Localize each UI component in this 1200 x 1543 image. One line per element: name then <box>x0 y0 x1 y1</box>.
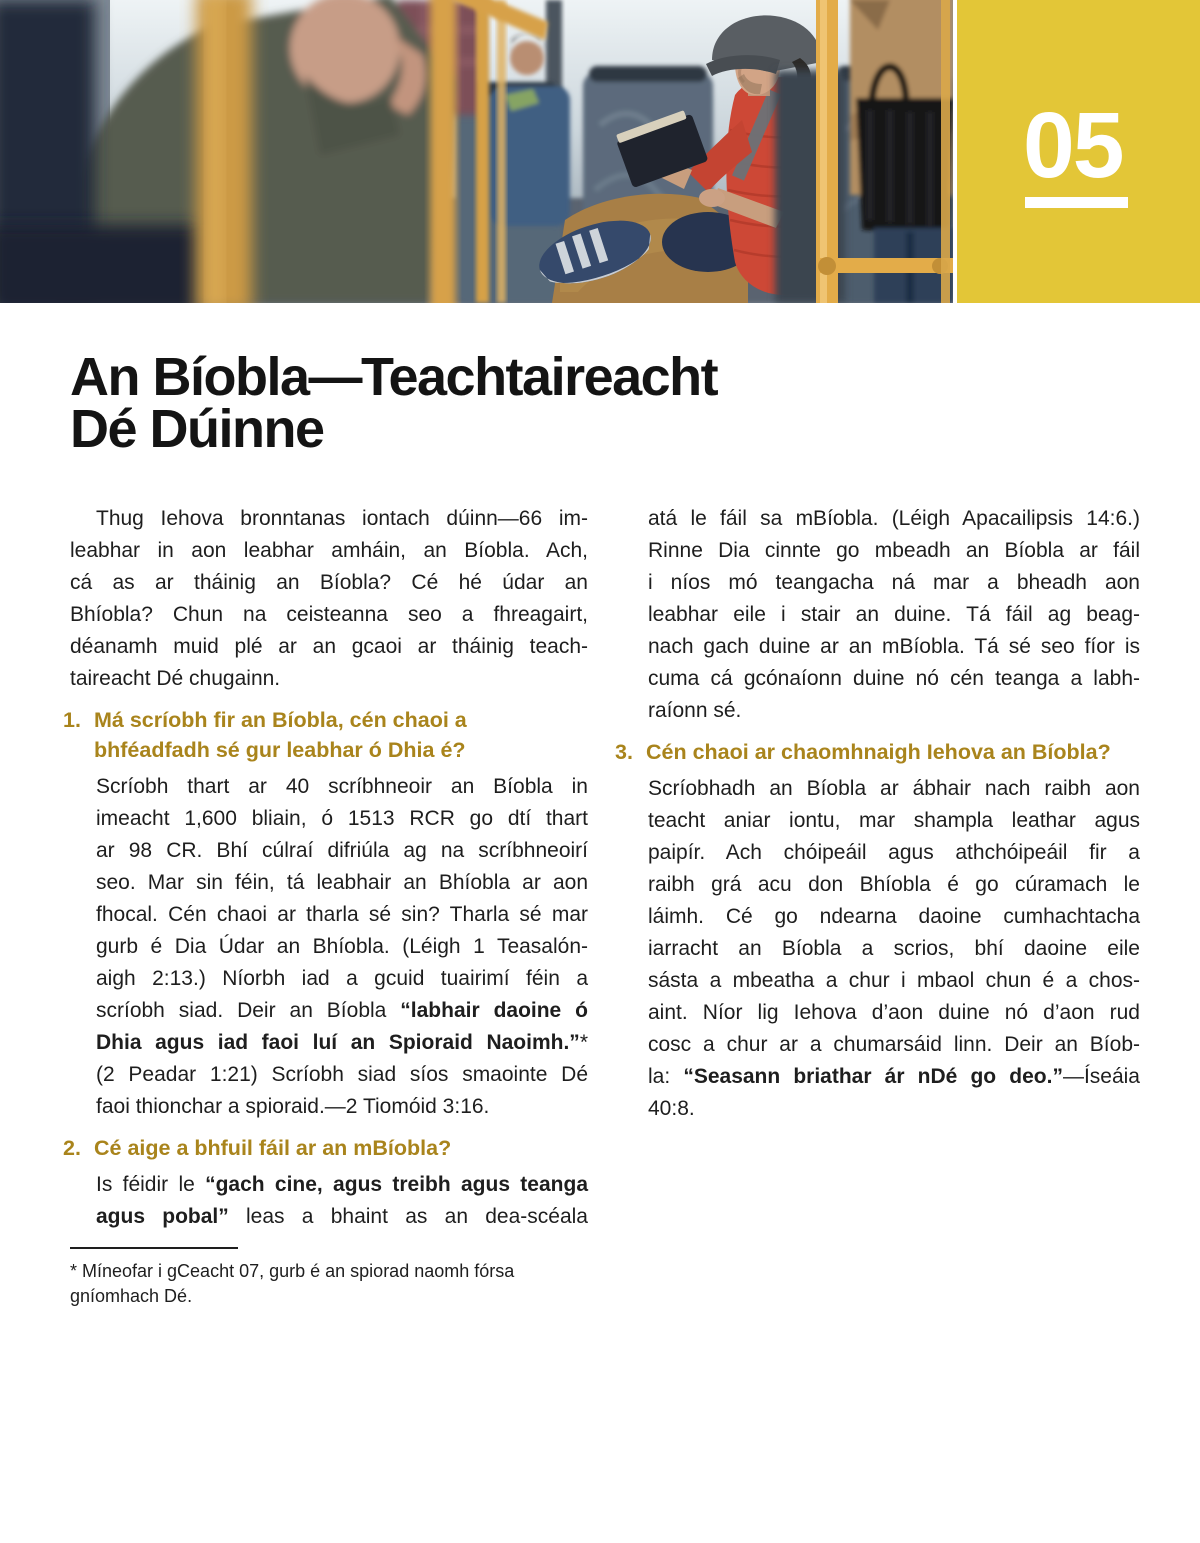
text-line: Rinne Dia cinnte go mbeadh an Bíobla ar fáil <box>648 539 1140 562</box>
text-line: leabhar eile i stair an duine. Tá fáil ag beag- <box>648 603 1140 626</box>
text-line: (2 Peadar 1:21) Scríobh siad síos smaointe Dé <box>96 1063 588 1086</box>
text-line: leabhar in aon leabhar amháin, an Bíobla. Ach, <box>70 539 588 562</box>
page-title <box>70 347 718 459</box>
hero-photo <box>0 0 953 303</box>
text-line: 40:8. <box>648 1097 695 1120</box>
text-line: raibh grá acu don Bhíobla é go cúramach le <box>648 873 1140 896</box>
text-line: láimh. Cé go ndearna daoine cumhachtacha <box>648 905 1140 928</box>
text-line: déanamh muid plé ar an gcaoi ar tháinig teach- <box>70 635 588 658</box>
question-text: Cén chaoi ar chaomhnaigh Iehova an Bíobla? <box>646 740 1111 764</box>
text-line: agus pobal” leas a bhaint as an dea-scéala <box>96 1205 588 1228</box>
text-line: fhocal. Cén chaoi ar tharla sé sin? Tharla sé mar <box>96 903 588 926</box>
text-line: Bhíobla? Chun na ceisteanna seo a fhreagairt, <box>70 603 588 626</box>
question-heading <box>615 737 1140 767</box>
question-text: Cé aige a bhfuil fáil ar an mBíobla? <box>94 1136 452 1160</box>
text-line: Dhia agus iad faoi luí an Spioraid Naoimh.”* <box>96 1031 588 1054</box>
text-line: nach gach duine ar an mBíobla. Tá sé seo fíor is <box>648 635 1140 658</box>
paragraph <box>96 771 588 1123</box>
text-line: Scríobhadh an Bíobla ar ábhair nach raibh aon <box>648 777 1140 800</box>
footnote-line: gníomhach Dé. <box>70 1286 193 1306</box>
question-number: 2. <box>63 1136 81 1160</box>
text-line: i níos mó teangacha ná mar a bheadh aon <box>648 571 1140 594</box>
question-number: 3. <box>615 740 633 764</box>
question-heading <box>63 705 588 765</box>
text-line: aint. Níor lig Iehova d’aon duine nó d’aon rud <box>648 1001 1140 1024</box>
text-line: taireacht Dé chugainn. <box>70 667 281 690</box>
paragraph <box>648 773 1140 1125</box>
text-line: scríobh siad. Deir an Bíobla “labhair daoine ó <box>96 999 588 1022</box>
text-line: faoi thionchar a spioraid.—2 Tiomóid 3:16. <box>96 1095 490 1118</box>
text-line: sásta a mbeatha a chur i mbaol chun é a chos- <box>648 969 1140 992</box>
text-line: teacht aniar iontu, mar shampla leathar agus <box>648 809 1140 832</box>
paragraph <box>70 503 588 695</box>
text-line: la: “Seasann briathar ár nDé go deo.”—Íseáia <box>648 1065 1140 1088</box>
text-line: imeacht 1,600 bliain, ó 1513 RCR go dtí thart <box>96 807 588 830</box>
left-column <box>63 503 588 1309</box>
text-line: raíonn sé. <box>648 699 742 722</box>
text-line: atá le fáil sa mBíobla. (Léigh Apacailipsis 14:6.) <box>648 507 1140 530</box>
text-line: Thug Iehova bronntanas iontach dúinn—66 im- <box>96 507 588 530</box>
text-line: gurb é Dia Údar an Bhíobla. (Léigh 1 Teasalón- <box>96 935 588 958</box>
text-line: cuma cá gcónaíonn duine nó cén teanga a labh- <box>648 667 1140 690</box>
chapter-number: 05 <box>1023 93 1123 197</box>
chapter-number-underline <box>1025 197 1128 208</box>
right-column <box>615 503 1140 1309</box>
question-heading <box>63 1133 588 1163</box>
text-line: seo. Mar sin féin, tá leabhair an Bhíobla ar aon <box>96 871 588 894</box>
text-line: cosc a chur ar a chumarsáid linn. Deir an Bíob- <box>648 1033 1140 1056</box>
text-line: ar 98 CR. Bhí cúlraí difriúla ag na scríbhneoirí <box>96 839 588 862</box>
question-number: 1. <box>63 708 81 732</box>
text-line: cá as ar tháinig an Bíobla? Cé hé údar an <box>70 571 588 594</box>
question-text: Má scríobh fir an Bíobla, cén chaoi a bhféadfadh sé gur leabhar ó Dhia é? <box>94 708 467 762</box>
footnote <box>70 1259 588 1309</box>
footnote-separator <box>70 1247 238 1249</box>
footnote-block <box>70 1247 588 1309</box>
text-line: iarracht an Bíobla a scrios, bhí daoine eile <box>648 937 1140 960</box>
footnote-line: * Míneofar i gCeacht 07, gurb é an spiorad naomh fórsa <box>70 1261 515 1281</box>
text-line: Scríobh thart ar 40 scríbhneoir an Bíobla in <box>96 775 588 798</box>
page-title-line2: Dé Dúinne <box>70 399 324 459</box>
text-line: Is féidir le “gach cine, agus treibh agus teanga <box>96 1173 588 1196</box>
chapter-badge <box>957 0 1200 303</box>
text-line: paipír. Ach chóipeáil agus athchóipeáil fir a <box>648 841 1140 864</box>
paragraph <box>648 503 1140 727</box>
page-title-line1: An Bíobla—Teachtaireacht <box>70 347 718 407</box>
text-columns <box>63 503 1140 1309</box>
bus-scene-illustration <box>0 0 953 303</box>
paragraph <box>96 1169 588 1233</box>
text-line: aigh 2:13.) Níorbh iad a gcuid tuairimí féin a <box>96 967 588 990</box>
